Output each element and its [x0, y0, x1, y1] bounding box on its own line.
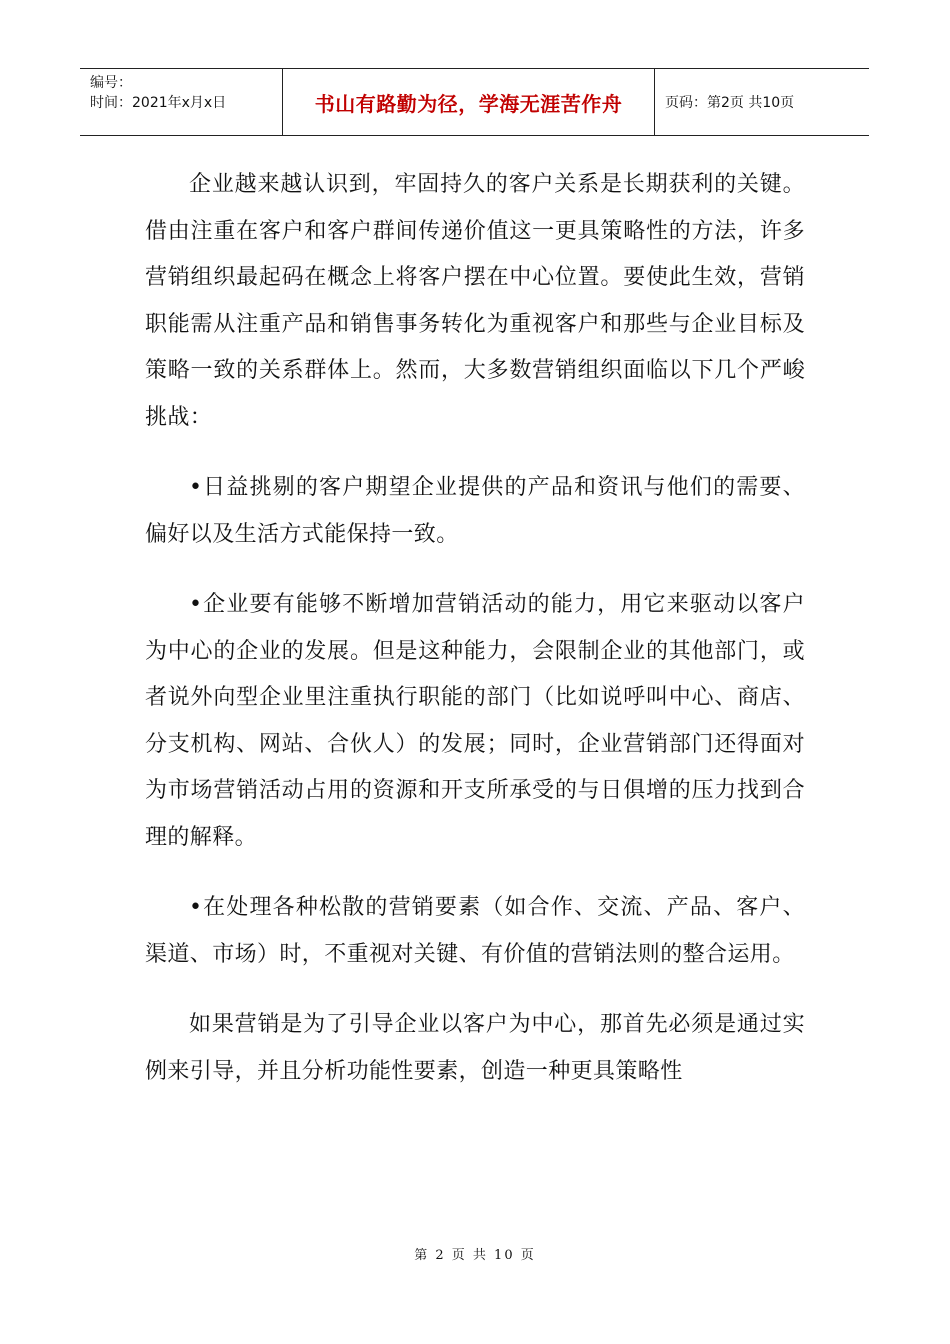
- bullet-paragraph: •在处理各种松散的营销要素（如合作、交流、产品、客户、渠道、市场）时，不重视对关键、有价值的营销法则的整合运用。: [145, 895, 805, 967]
- bullet-paragraph: •日益挑剔的客户期望企业提供的产品和资讯与他们的需要、偏好以及生活方式能保持一致。: [145, 475, 805, 547]
- header-motto: 书山有路勤为径，学海无涯苦作舟: [282, 69, 655, 135]
- document-time-label: 时间：2021年x月x日: [90, 95, 227, 111]
- header-meta: [80, 69, 282, 135]
- header-page-number: 页码：第2页 共10页: [665, 95, 795, 111]
- page-header: [80, 68, 869, 136]
- bullet-paragraph: •企业要有能够不断增加营销活动的能力，用它来驱动以客户为中心的企业的发展。但是这种能力，会限制企业的其他部门，或者说外向型企业里注重执行职能的部门（比如说呼叫中心、商店、分支机构、网站、合伙人）的发展；同时，企业营销部门还得面对为市场营销活动占用的资源和开支所承受的与日俱增的压力找到合理的解释。: [145, 592, 805, 850]
- paragraph: 如果营销是为了引导企业以客户为中心，那首先必须是通过实例来引导，并且分析功能性要素，创造一种更具策略性: [145, 1012, 805, 1084]
- document-body: [145, 162, 805, 1119]
- document-number-label: 编号：: [90, 75, 132, 91]
- paragraph: 企业越来越认识到，牢固持久的客户关系是长期获利的关键。借由注重在客户和客户群间传递价值这一更具策略性的方法，许多营销组织最起码在概念上将客户摆在中心位置。要使此生效，营销职能需从注重产品和销售事务转化为重视客户和那些与企业目标及策略一致的关系群体上。然而，大多数营销组织面临以下几个严峻挑战：: [145, 172, 805, 430]
- page-footer: 第 2 页 共 10 页: [414, 1248, 536, 1263]
